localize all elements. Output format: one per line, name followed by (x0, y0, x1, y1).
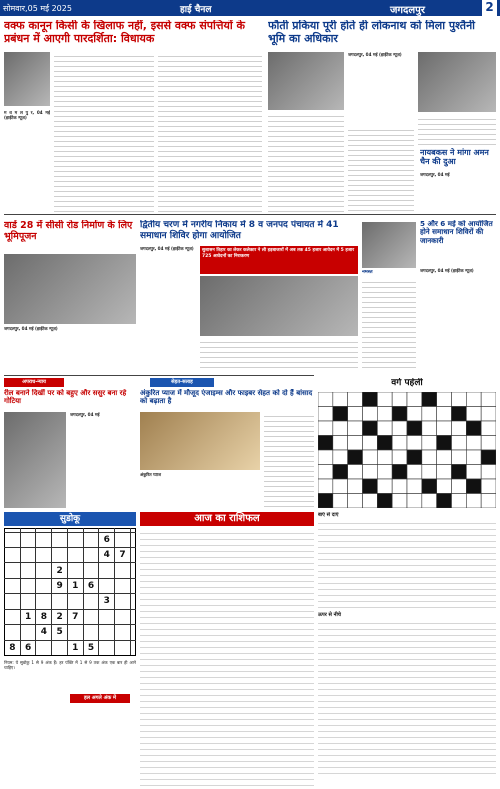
masthead (0, 0, 500, 16)
sudoku-cell: 2 (52, 563, 68, 578)
sudoku-title: सुडोकू (4, 512, 136, 526)
crossword-cell (318, 450, 333, 465)
sudoku-cell: 4 (99, 547, 115, 562)
sudoku-tag: हल अगले अंक में (70, 694, 130, 703)
crossword-cell (377, 421, 392, 436)
sudoku-cell (20, 547, 36, 562)
sudoku-cell (130, 547, 135, 562)
masthead-date: सोमवार,05 मई 2025 (3, 4, 72, 13)
sudoku-cell (5, 563, 21, 578)
crossword-cell (466, 392, 481, 407)
crossword-cell (466, 479, 481, 494)
crossword-cell (452, 407, 467, 422)
sudoku-row (5, 532, 136, 547)
namaste-headline: नमस्ते (362, 270, 373, 275)
crossword-cell (377, 465, 392, 480)
crossword-cell (363, 421, 378, 436)
sudoku-cell (115, 609, 131, 624)
crossword-cell (333, 465, 348, 480)
kavya-photo (4, 412, 66, 508)
sudoku-cell (20, 578, 36, 593)
crossword-down-label: ऊपर से नीचे (318, 612, 341, 618)
crossword-across-clues (318, 518, 496, 608)
sudoku-row (5, 640, 136, 656)
crossword-cell (333, 392, 348, 407)
sudoku-cell: 8 (36, 609, 52, 624)
sudoku-cell (130, 578, 135, 593)
sudoku-cell: 3 (99, 594, 115, 609)
crossword-cell (466, 450, 481, 465)
sudoku-cell (99, 563, 115, 578)
sudoku-cell (5, 594, 21, 609)
crossword-down-clues (318, 618, 496, 778)
crossword-cell (481, 479, 496, 494)
sudoku-cell (20, 532, 36, 547)
sudoku-cell (20, 594, 36, 609)
crossword-cell (407, 407, 422, 422)
nagriya-dateline: जगदलपुर, 04 मई (हाईटेक न्यूज़) (140, 246, 194, 251)
sudoku-cell (130, 640, 135, 656)
crossword-across-label: बाएं से दाएं (318, 512, 339, 518)
sudoku-cell (5, 532, 21, 547)
sudoku-cell (83, 532, 99, 547)
sudoku-cell (83, 625, 99, 640)
crossword-cell (466, 436, 481, 451)
crossword-cell (348, 494, 363, 509)
sudoku-cell (67, 594, 83, 609)
crossword-cell (481, 421, 496, 436)
sudoku-cell: 1 (20, 609, 36, 624)
nagriya-headline: द्वितीय चरण में नगरीय निकाय में 8 व जनपद पंचायत में 41 समाधान शिविर होगा आयोजित (140, 220, 339, 241)
crossword-cell (437, 436, 452, 451)
nayab-body (420, 172, 496, 212)
sudoku-cell: 9 (52, 578, 68, 593)
sudoku-cell (36, 594, 52, 609)
sudoku-cell (5, 578, 21, 593)
crossword-cell (333, 450, 348, 465)
crossword-cell (437, 494, 452, 509)
crossword-cell (437, 450, 452, 465)
waqf-dateline: म ध म ल पु र, 04 मई (हाईटेक न्यूज़) (4, 110, 50, 121)
sudoku-grid (4, 528, 136, 656)
sudoku-cell (83, 563, 99, 578)
crossword-cell (407, 392, 422, 407)
crossword-cell (377, 436, 392, 451)
crossword-cell (318, 407, 333, 422)
crossword-cell (452, 465, 467, 480)
crossword-cell (452, 479, 467, 494)
crossword-cell (333, 407, 348, 422)
nagriya-body (140, 246, 196, 371)
crossword-cell (437, 465, 452, 480)
sudoku-cell (5, 547, 21, 562)
crossword-cell (422, 436, 437, 451)
crossword-cell (377, 494, 392, 509)
nagriya-column-2 (200, 338, 358, 371)
sudoku-cell (36, 563, 52, 578)
crossword-cell (407, 450, 422, 465)
sudoku-cell: 5 (52, 625, 68, 640)
sudoku-cell (130, 609, 135, 624)
ward-dateline: जगदलपुर, 04 मई (हाईटेक न्यूज़) (4, 326, 58, 331)
crossword-cell (466, 407, 481, 422)
crossword-cell (348, 392, 363, 407)
sudoku-cell (67, 625, 83, 640)
waqf-headline: वक्फ कानून किसी के खिलाफ नहीं, इससे वक्फ संपत्तियों के प्रबंधन में आएगी पारदर्शिता: विधायक (4, 20, 245, 45)
crossword-cell (363, 465, 378, 480)
crossword-cell (407, 436, 422, 451)
crossword-cell (392, 494, 407, 509)
crossword-cell (422, 421, 437, 436)
crossword-cell (407, 479, 422, 494)
sudoku-cell (130, 625, 135, 640)
fauti-photo-2 (418, 52, 496, 112)
sudoku-cell: 7 (67, 609, 83, 624)
crossword-cell (377, 392, 392, 407)
crossword-cell (407, 465, 422, 480)
sudoku-row (5, 563, 136, 578)
sudoku-cell (99, 609, 115, 624)
sudoku-cell (130, 594, 135, 609)
crossword-cell (422, 494, 437, 509)
ankurit-body (140, 472, 260, 508)
sudoku-cell (115, 532, 131, 547)
sudoku-cell (52, 640, 68, 656)
samadhan-headline: 5 और 6 मई को आयोजित होने समाधान शिविरों की जानकारी (420, 220, 493, 245)
crossword-cell (318, 479, 333, 494)
sudoku-cell (130, 532, 135, 547)
sudoku-cell: 6 (83, 578, 99, 593)
kavya-dateline: जगदलपुर, 04 मई (70, 412, 100, 417)
crossword-cell (466, 421, 481, 436)
crossword-cell (377, 407, 392, 422)
ankurit-photo (140, 412, 260, 470)
divider-2 (4, 375, 314, 376)
rashifal-body (140, 528, 314, 786)
crossword-cell (437, 421, 452, 436)
sudoku-cell (67, 563, 83, 578)
crossword-cell (437, 479, 452, 494)
crossword-cell (422, 407, 437, 422)
sudoku-row (5, 594, 136, 609)
sudoku-cell (83, 547, 99, 562)
sudoku-cell (130, 563, 135, 578)
sudoku-cell (99, 625, 115, 640)
crossword-cell (392, 465, 407, 480)
ankurit-column-2 (264, 412, 314, 508)
crossword-cell (452, 450, 467, 465)
sudoku-cell (5, 625, 21, 640)
crossword-grid (318, 392, 496, 508)
crossword-cell (392, 421, 407, 436)
crossword-cell (422, 392, 437, 407)
sudoku-cell: 8 (5, 640, 21, 656)
sudoku-cell (67, 547, 83, 562)
crossword-cell (481, 392, 496, 407)
sudoku-cell: 5 (83, 640, 99, 656)
waqf-body (4, 110, 50, 210)
newspaper-name: हाई चैनल (180, 5, 212, 15)
crossword-cell (452, 436, 467, 451)
ward-headline: वार्ड 28 में सीसी रोड निर्माण के लिए भूमिपूजन (4, 220, 133, 243)
samadhan-body (420, 268, 496, 371)
crossword-cell (348, 465, 363, 480)
sudoku-cell (115, 578, 131, 593)
crossword-cell (407, 421, 422, 436)
crossword-cell (422, 450, 437, 465)
sudoku-cell (20, 625, 36, 640)
sudoku-cell: 6 (99, 532, 115, 547)
crossword-clues (318, 512, 496, 786)
sudoku-cell (36, 578, 52, 593)
waqf-column-2 (54, 52, 154, 212)
crossword-cell (481, 407, 496, 422)
sudoku-cell (36, 640, 52, 656)
ankurit-headline: अंकुरित प्याज में मौजूद एंजाइम्स और फाइबर सेहत को दो हैं बांसाद को बढ़ाता है (140, 389, 313, 406)
crossword-cell (392, 392, 407, 407)
namaste-photo (362, 222, 416, 268)
crossword-cell (437, 407, 452, 422)
crossword-cell (318, 465, 333, 480)
crossword-cell (318, 421, 333, 436)
crossword-cell (466, 465, 481, 480)
sudoku-cell (115, 594, 131, 609)
crossword-cell (348, 450, 363, 465)
crossword-cell (481, 436, 496, 451)
samadhan-dateline: जगदलपुर, 04 मई (हाईटेक न्यूज़) (420, 268, 474, 273)
crossword-cell (333, 479, 348, 494)
crossword-cell (452, 421, 467, 436)
sudoku-cell: 1 (67, 640, 83, 656)
fauti-headline: फौती प्रकिया पूरी होते ही लोकनाथ को मिला पुश्तैनी भूमि का अधिकार (268, 20, 476, 45)
nayab-headline: नायबकस ने मांगा अमन चैन की दुआ (420, 148, 489, 167)
crossword-cell (363, 407, 378, 422)
crossword-cell (333, 494, 348, 509)
crossword-cell (452, 494, 467, 509)
crossword-cell (422, 479, 437, 494)
sudoku-row (5, 609, 136, 624)
sudoku-cell (36, 547, 52, 562)
sudoku-cell (115, 625, 131, 640)
page-number: 2 (482, 0, 497, 16)
sudoku-row (5, 625, 136, 640)
crossword-cell (481, 494, 496, 509)
sudoku-row (5, 578, 136, 593)
fauti-column-3 (418, 115, 496, 145)
crossword-grid-svg (318, 392, 496, 508)
nagriya-highlight-box: सुशासन तिहार का लेकर कलेक्टर ने ली हड़बाजारों में अब तक 45 हजार आवेदन में 5 हजार 725 आवेदनों का निराकरण (200, 246, 358, 274)
kavya-headline: रील बनाने दिखीं पर को बहुए और ससुर बना रहे गोटिया (4, 389, 127, 406)
ward-body (4, 326, 136, 371)
sudoku-cell (52, 547, 68, 562)
sudoku-cell (99, 640, 115, 656)
ankurit-label: सेहत-सलाह (150, 378, 214, 387)
sudoku-note: नियम: ये सुडोकु 1 से 9 अंक हैं। हर पंक्ति में 1 से 9 तक अंक एक बार ही आने चाहिए। (4, 660, 136, 671)
sudoku-cell (83, 609, 99, 624)
kavya-body (70, 412, 136, 508)
crossword-cell (481, 465, 496, 480)
crossword-cell (466, 494, 481, 509)
crossword-cell (363, 479, 378, 494)
sudoku-cell (52, 594, 68, 609)
crossword-cell (318, 436, 333, 451)
fauti-dateline: जगदलपुर, 04 मई (हाईटेक न्यूज़) (348, 52, 402, 57)
waqf-column-3 (158, 52, 262, 212)
crossword-cell (333, 436, 348, 451)
sudoku-cell (67, 532, 83, 547)
kavya-label: अपराध-न्याय (4, 378, 64, 387)
crossword-cell (348, 436, 363, 451)
ward-photo (4, 254, 136, 324)
sudoku-cell: 6 (20, 640, 36, 656)
sudoku-cell (20, 563, 36, 578)
crossword-cell (363, 494, 378, 509)
crossword-cell (348, 479, 363, 494)
sudoku-cell: 4 (36, 625, 52, 640)
sudoku-cell: 2 (52, 609, 68, 624)
crossword-cell (377, 450, 392, 465)
rashifal-title: आज का राशिफल (140, 512, 314, 526)
fauti-column-1 (268, 112, 344, 212)
crossword-title: वर्ग पहेली (391, 378, 423, 388)
sudoku-row (5, 547, 136, 562)
divider-1 (4, 214, 496, 215)
sudoku-cell (99, 578, 115, 593)
sudoku-cell: 7 (115, 547, 131, 562)
crossword-cell (437, 392, 452, 407)
crossword-cell (392, 407, 407, 422)
sudoku-cell: 1 (67, 578, 83, 593)
sudoku-cell (5, 609, 21, 624)
crossword-cell (392, 436, 407, 451)
fauti-body (348, 52, 414, 122)
crossword-cell (452, 392, 467, 407)
sudoku-cell (52, 532, 68, 547)
waqf-photo (4, 52, 50, 106)
crossword-cell (333, 421, 348, 436)
crossword-cell (422, 465, 437, 480)
masthead-city: जगदलपुर (390, 5, 425, 16)
nayab-dateline: जगदलपुर, 04 मई (420, 172, 450, 177)
nagriya-photo (200, 276, 358, 336)
crossword-cell (348, 421, 363, 436)
crossword-cell (481, 450, 496, 465)
sudoku-cell (115, 640, 131, 656)
crossword-cell (318, 392, 333, 407)
crossword-cell (348, 407, 363, 422)
namaste-body (362, 278, 416, 371)
fauti-column-2 (348, 126, 414, 212)
sudoku-cell (115, 563, 131, 578)
ankurit-dateline: अंकुरित प्याज (140, 472, 161, 477)
crossword-cell (392, 450, 407, 465)
crossword-cell (318, 494, 333, 509)
crossword-cell (407, 494, 422, 509)
crossword-cell (377, 479, 392, 494)
crossword-cell (363, 450, 378, 465)
sudoku-cell (83, 594, 99, 609)
crossword-cell (363, 436, 378, 451)
sudoku-table (4, 528, 136, 656)
crossword-cell (392, 479, 407, 494)
crossword-cell (363, 392, 378, 407)
sudoku-cell (36, 532, 52, 547)
fauti-photo (268, 52, 344, 110)
